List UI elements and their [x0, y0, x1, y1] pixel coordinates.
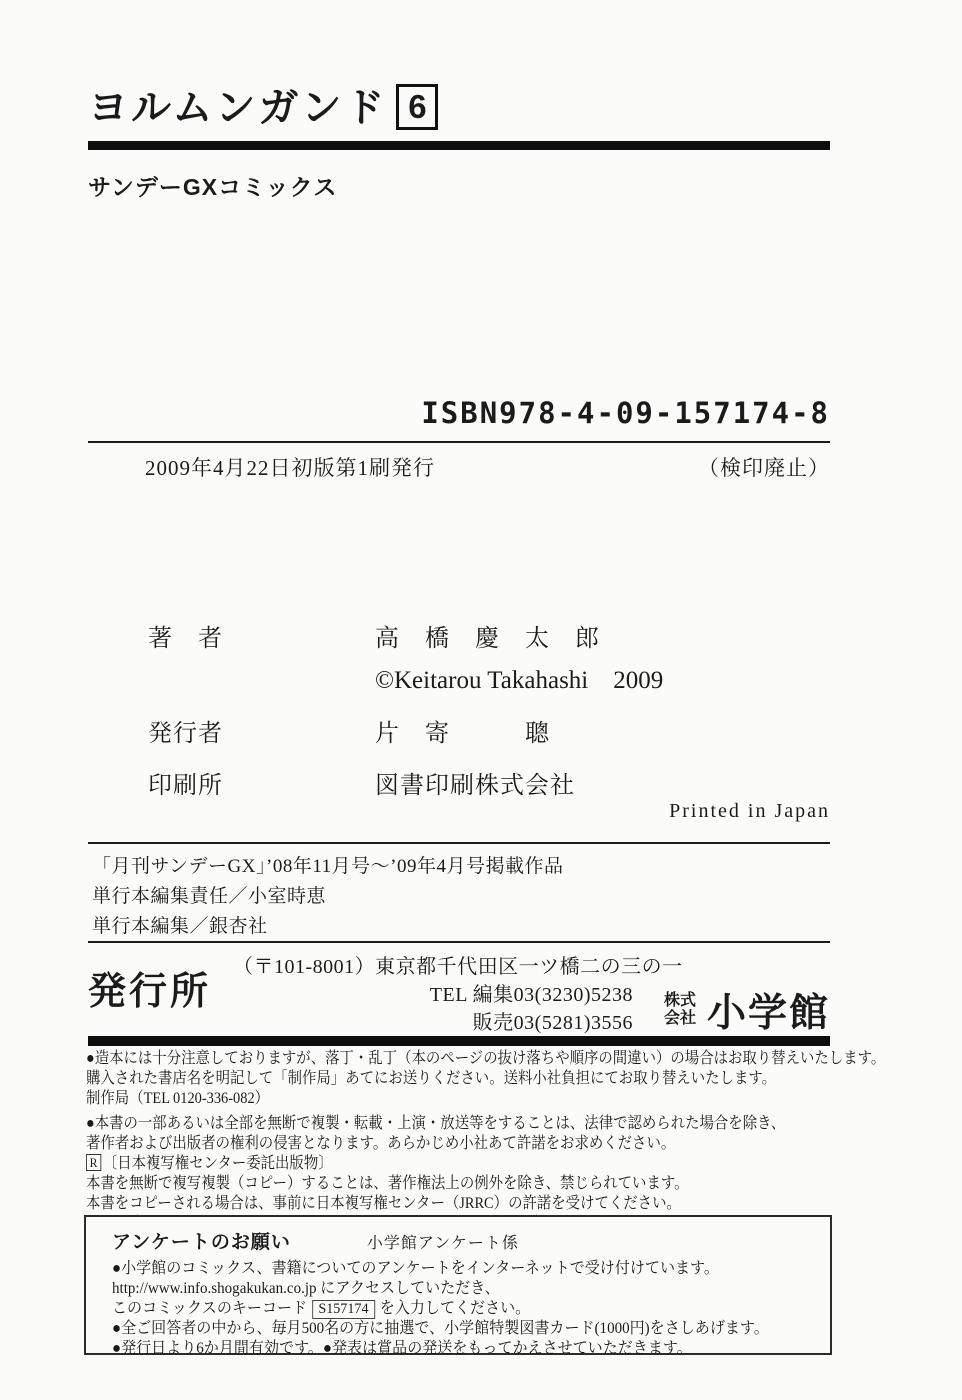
- survey-title: アンケートのお願い: [112, 1232, 291, 1253]
- survey-department: 小学館アンケート係: [366, 1235, 519, 1252]
- survey-body: [112, 1259, 811, 1359]
- divider-thick-top: [88, 141, 830, 150]
- tel-sales: 販売03(5281)3556: [472, 1012, 633, 1034]
- legal-line: 本書を無断で複写複製（コピー）することは、著作権法上の例外を除き、禁じられています。: [86, 1175, 689, 1192]
- magazine-credits: [92, 852, 563, 942]
- publisher-name: 小学館: [706, 992, 830, 1035]
- legal-line: 著作者および出版者の権利の侵害となります。あらかじめ小社あて許諾をお求めください。: [86, 1135, 676, 1152]
- credit-row-author: [148, 618, 663, 696]
- printed-in-japan: Printed in Japan: [669, 800, 830, 822]
- series-name: サンデーGXコミックス: [88, 174, 338, 200]
- inspection-seal-note: （検印廃止）: [698, 456, 830, 480]
- survey-box: [84, 1215, 832, 1355]
- edition-date: 2009年4月22日初版第1刷発行: [145, 456, 435, 480]
- credit-row-issuer: [148, 713, 663, 748]
- publisher-company: [664, 982, 830, 1038]
- legal-notices: [86, 1049, 886, 1234]
- volume-number-box: 6: [396, 84, 438, 130]
- author-name: 高 橋 慶 太 郎: [375, 626, 600, 652]
- credit-label: 発行者: [148, 721, 223, 747]
- divider-thick-bottom: [88, 1036, 830, 1046]
- corporation-prefix: 株式 会社: [663, 992, 696, 1027]
- editor-responsible-line: 単行本編集責任／小室時恵: [92, 886, 327, 907]
- divider-thin-magazine-top: [88, 842, 830, 844]
- legal-line: 本書をコピーされる場合は、事前に日本複写権センター（JRRC）の許諾を受けてください。: [86, 1195, 681, 1212]
- divider-thin-magazine-bottom: [88, 941, 830, 943]
- book-title-row: [88, 76, 438, 133]
- survey-header: [112, 1227, 519, 1254]
- survey-line: ●発行日より6か月間有効です。●発表は賞品の発送をもってかえさせていただきます。: [112, 1340, 692, 1357]
- postal-address: （〒101-8001）東京都千代田区一ツ橋二の三の一: [233, 956, 683, 978]
- tel-editorial: TEL 編集03(3230)5238: [429, 984, 633, 1006]
- legal-line: 制作局（TEL 0120-336-082）: [86, 1090, 270, 1107]
- survey-line-url: http://www.info.shogakukan.co.jp にアクセスしていただき、: [112, 1280, 500, 1297]
- survey-line-keycode: このコミックスのキーコード S157174 を入力してください。: [112, 1300, 531, 1317]
- publisher-label: 発行所: [88, 971, 212, 1013]
- keycode-box: S157174: [312, 1300, 375, 1319]
- edition-row: [88, 452, 830, 482]
- editor-line: 単行本編集／銀杏社: [92, 916, 268, 937]
- publisher-block: [88, 950, 830, 1036]
- divider-thin-isbn: [88, 441, 830, 443]
- legal-line: 購入された書店名を明記して「制作局」あてにお送りください。送料小社負担にてお取り替えいたします。: [86, 1070, 777, 1087]
- credits-block: [148, 618, 663, 817]
- credit-label: 印刷所: [148, 773, 223, 799]
- credit-value: [375, 618, 663, 696]
- copyright-line: ©Keitarou Takahashi 2009: [375, 667, 664, 694]
- issuer-name: 片 寄 聰: [375, 721, 550, 747]
- isbn-number: ISBN978-4-09-157174-8: [421, 396, 830, 430]
- serialization-line: 「月刊サンデーGX」’08年11月号〜’09年4月号掲載作品: [92, 856, 564, 877]
- printer-name: 図書印刷株式会社: [375, 773, 575, 799]
- registered-r-box: R: [86, 1154, 101, 1171]
- legal-line: ●造本には十分注意しておりますが、落丁・乱丁（本のページの抜け落ちや順序の間違い）の場合はお取り替えいたします。: [86, 1050, 886, 1067]
- legal-line-rights-center: R 〔日本複写権センター委託出版物〕: [86, 1154, 759, 1174]
- legal-line: ●本書の一部あるいは全部を無断で複製・転載・上演・放送等をすることは、法律で認められた場合を除き、: [86, 1115, 786, 1132]
- survey-line: ●全ご回答者の中から、毎月500名の方に抽選で、小学館特製図書カード(1000円)をさしあげます。: [112, 1320, 769, 1337]
- credit-label: 著 者: [148, 626, 223, 652]
- survey-line: ●小学館のコミックス、書籍についてのアンケートをインターネットで受け付けています。: [112, 1260, 719, 1277]
- book-title: ヨルムンガンド: [88, 86, 388, 130]
- credit-row-printer: [148, 765, 663, 800]
